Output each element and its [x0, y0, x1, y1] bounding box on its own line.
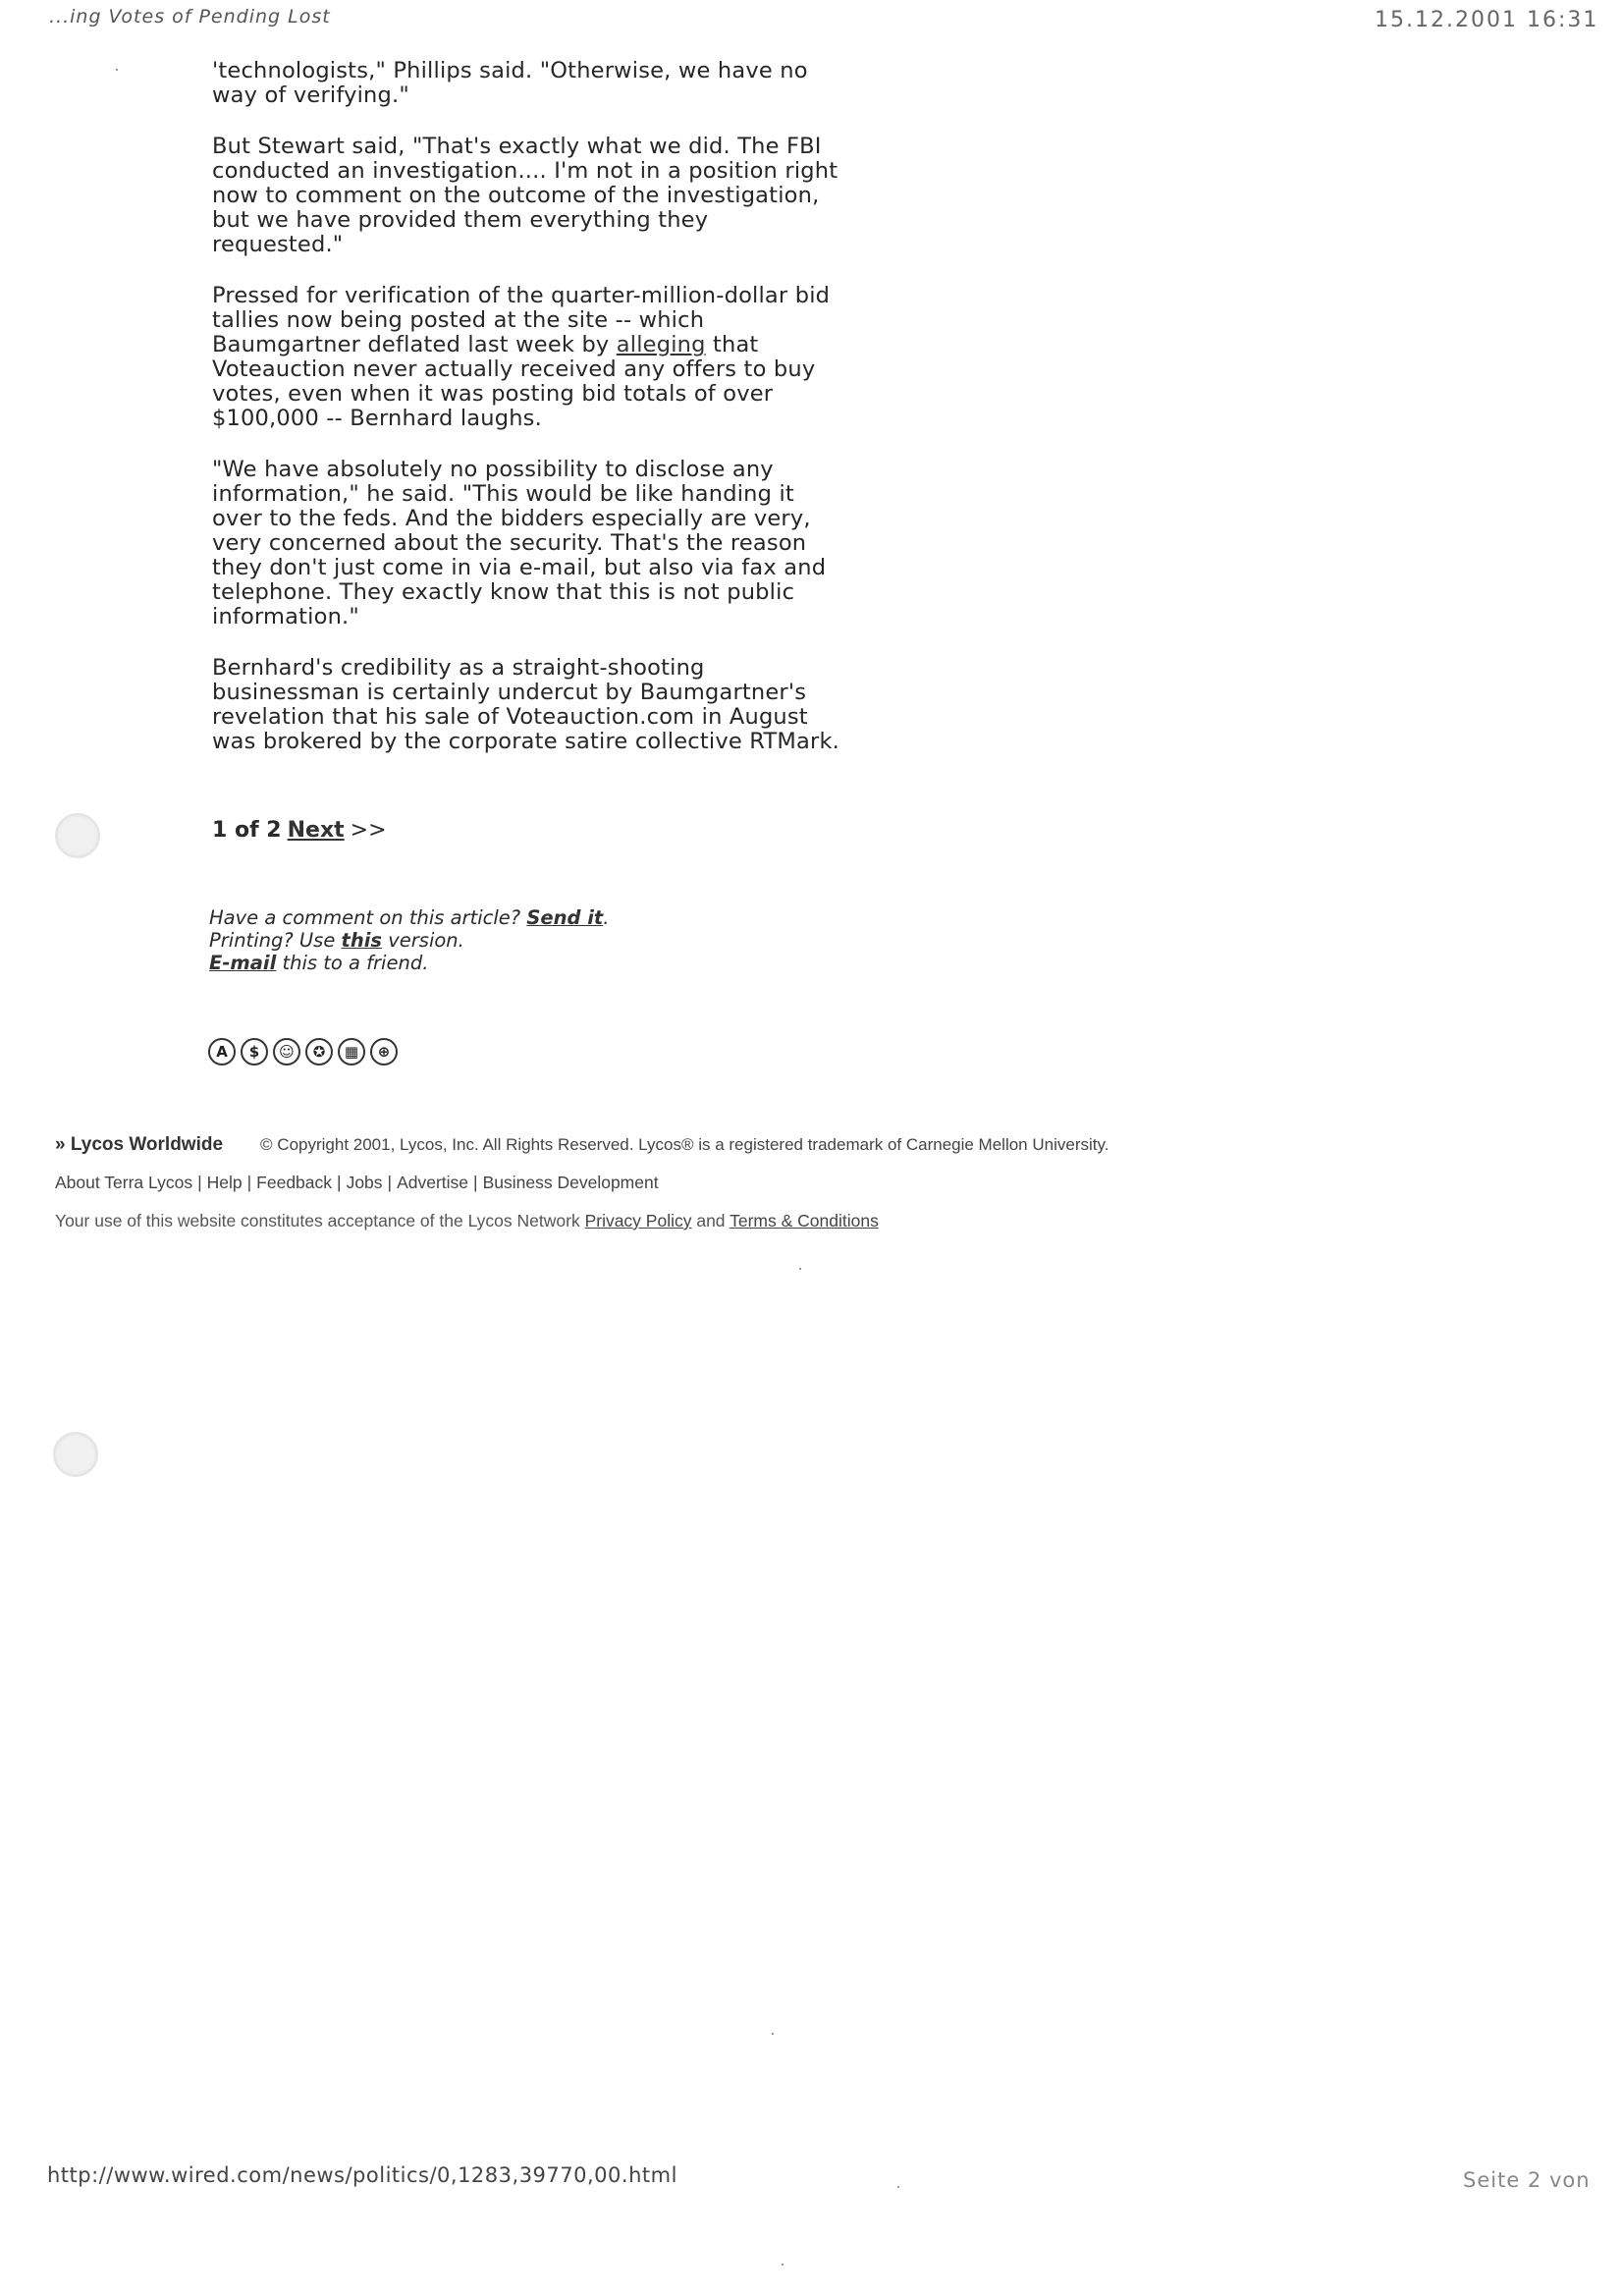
send-comment-link[interactable]: Send it [526, 906, 604, 929]
email-line [209, 952, 609, 974]
footer-copyright-row [55, 1134, 1108, 1156]
footer-links [55, 1173, 659, 1193]
section-icons [208, 1038, 398, 1066]
print-header-datetime: 15.12.2001 16:31 [1375, 8, 1599, 32]
footer-link-help[interactable]: Help [206, 1173, 243, 1192]
print-suffix: version. [382, 929, 464, 952]
punch-hole-top [55, 813, 100, 858]
footer-link-about[interactable]: About Terra Lycos [55, 1173, 193, 1192]
email-suffix: this to a friend. [276, 952, 429, 974]
article-paragraph-2 [212, 135, 840, 257]
paragraph-text: But Stewart said, "That's exactly what we did. The FBI conducted an investigation.... I'm not in a position right now to comment on the outcome of the investigation, but we have provided them everything they requested." [212, 134, 838, 257]
print-footer-url: http://www.wired.com/news/politics/0,1283,39770,00.html [47, 2163, 677, 2187]
footer-link-advertise[interactable]: Advertise [397, 1173, 469, 1192]
footer-link-feedback[interactable]: Feedback [256, 1173, 333, 1192]
next-arrows: >> [350, 818, 387, 843]
punch-hole-bottom [53, 1432, 98, 1477]
page-position: 1 of 2 [212, 818, 282, 843]
footer-separator: | [387, 1173, 393, 1192]
paragraph-text: Bernhard's credibility as a straight-shooting businessman is certainly undercut by Baumgartner's revelation that his sale of Voteauction.com in August was brokered by the corporate satire collective RTMark. [212, 655, 840, 754]
policy-and: and [691, 1211, 730, 1230]
print-prompt: Printing? Use [209, 929, 342, 952]
privacy-policy-link[interactable]: Privacy Policy [584, 1211, 692, 1230]
article-paragraph-3 [212, 284, 840, 431]
article-body [212, 59, 840, 781]
email-friend-link[interactable]: E-mail [209, 952, 277, 974]
print-line [209, 929, 609, 952]
print-header-title: ...ing Votes of Pending Lost [49, 6, 331, 27]
article-actions [209, 906, 609, 974]
scan-speck [782, 2264, 784, 2266]
paragraph-text: that Voteauction never actually received any offers to buy votes, even when it was posting bid totals of over $100,000 -- Bernhard laughs. [212, 332, 816, 431]
politics-icon[interactable]: ✪ [305, 1038, 333, 1066]
footer-separator: | [197, 1173, 202, 1192]
comment-line [209, 906, 609, 929]
world-icon[interactable]: ⊕ [370, 1038, 398, 1066]
pagination [212, 818, 387, 843]
lycos-worldwide-link[interactable]: » Lycos Worldwide [55, 1134, 224, 1155]
article-paragraph-5 [212, 656, 840, 754]
next-page-link[interactable]: Next [287, 818, 345, 843]
scan-speck [116, 69, 118, 71]
comment-punct: . [603, 906, 610, 929]
terms-conditions-link[interactable]: Terms & Conditions [730, 1211, 879, 1230]
copyright-text: © Copyright 2001, Lycos, Inc. All Rights Reserved. Lycos® is a registered trademark of Carnegie Mellon University. [260, 1135, 1109, 1154]
business-icon[interactable]: $ [241, 1038, 268, 1066]
technology-icon[interactable]: A [208, 1038, 236, 1066]
culture-icon[interactable]: ☺ [273, 1038, 300, 1066]
article-paragraph-1 [212, 59, 840, 108]
article-paragraph-4 [212, 458, 840, 629]
paragraph-text: 'technologists," Phillips said. "Otherwise, we have no way of verifying." [212, 58, 808, 108]
paragraph-text: Pressed for verification of the quarter-million-dollar bid tallies now being posted at the site -- which Baumgartner deflated last week by [212, 283, 831, 357]
comment-prompt: Have a comment on this article? [209, 906, 527, 929]
footer-policy-row [55, 1211, 879, 1231]
policy-text: Your use of this website constitutes acceptance of the Lycos Network [55, 1211, 585, 1230]
footer-separator: | [473, 1173, 478, 1192]
footer-link-jobs[interactable]: Jobs [346, 1173, 383, 1192]
alleging-link[interactable]: alleging [616, 332, 706, 357]
footer-separator: | [337, 1173, 342, 1192]
print-version-link[interactable]: this [341, 929, 383, 952]
news-icon[interactable]: ▦ [338, 1038, 365, 1066]
scan-speck [772, 2033, 774, 2035]
footer-separator: | [246, 1173, 252, 1192]
footer-link-business-development[interactable]: Business Development [482, 1173, 659, 1192]
paragraph-text: "We have absolutely no possibility to disclose any information," he said. "This would be like handing it over to the feds. And the bidders especially are very, very concerned about the security. That's the reason they don't just come in via e-mail, but also via fax and telephone. They exactly know that this is not public information." [212, 457, 827, 629]
scan-speck [799, 1268, 801, 1270]
scan-speck [897, 2186, 899, 2188]
print-footer-page-number: Seite 2 von [1463, 2168, 1591, 2192]
